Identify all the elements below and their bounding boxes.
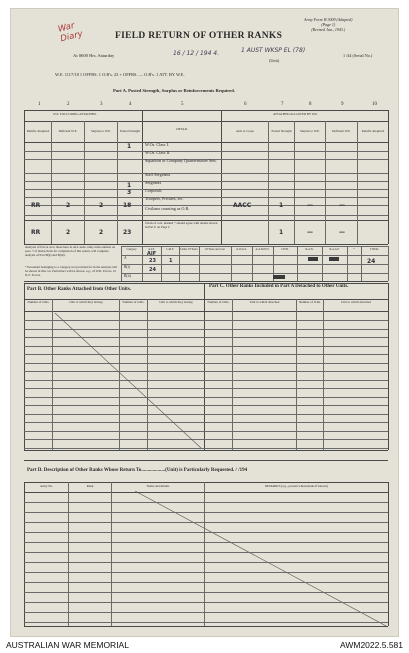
- analysis-total: 24: [367, 258, 376, 265]
- analysis-header: *: [353, 248, 355, 251]
- totals-attached-surplus: —: [307, 229, 313, 236]
- totals-deficient: 2: [66, 229, 71, 236]
- col4-corporals: 3: [127, 189, 132, 196]
- column-header: DETAIL: [176, 127, 188, 131]
- form-ref-line1: Army Form W.3009 (Adapted): [304, 17, 353, 22]
- analysis-row-label: B(i): [124, 265, 130, 269]
- unit-name: 1 AUST WKSP EL (78): [241, 47, 306, 54]
- form-ref-line3: (Revised Jan., 1943.): [311, 27, 346, 32]
- analysis-header: 18 Years and over: [204, 248, 226, 251]
- analysis-header: A.W.A.S.: [236, 248, 247, 251]
- column-header: Surplus to W.E.: [90, 129, 111, 133]
- time-line: At 0600 Hrs. Saturday: [73, 53, 115, 58]
- column-header: Surplus to W.E.: [299, 129, 320, 133]
- group-header-attached: ATTACHED ALLOWED BY W.E.: [273, 112, 319, 116]
- ruled-line: [24, 532, 388, 533]
- ruled-line: [24, 562, 388, 563]
- col7-troopers: 1: [279, 202, 284, 209]
- col4-wo1: 1: [127, 143, 132, 150]
- column-header: Arm or Corps: [236, 129, 254, 133]
- footer-accession: AWM2022.5.581: [340, 640, 403, 650]
- part-c-header: Number of O.Rs.: [207, 300, 230, 304]
- analysis-b-aif: 24: [149, 267, 156, 273]
- detail-row-label: Squadron or Company Quartermaster Sets.: [145, 158, 217, 163]
- detail-row-label: W.Os. Class II.: [145, 150, 171, 155]
- group-header-we: W.E. EXCLUDING ATTACHED.: [53, 112, 97, 116]
- row7-prefix: RR: [31, 202, 41, 209]
- ruled-line: [24, 592, 388, 593]
- col4-troopers: 18: [123, 202, 132, 209]
- ruled-line: [24, 502, 388, 503]
- detail-row-label: Corporals: [145, 188, 162, 193]
- part-b-header: Unit to which they belong: [69, 300, 103, 304]
- analysis-note: Analysis of Part A as to those here in ALL units. Only units entitled on para. 7 of instructions for completion of this return, will complete analysis of Part B(ii) and B(iii).: [25, 245, 116, 257]
- detail-row-label: Civilians counting as O.R.: [145, 206, 190, 211]
- footer-credit: AUSTRALIAN WAR MEMORIAL: [6, 640, 129, 650]
- column-header: Posted Strength: [271, 129, 292, 133]
- analysis-aif-label: AIF: [147, 251, 157, 257]
- column-number: 5: [181, 102, 184, 107]
- ruled-line: [24, 622, 388, 623]
- part-c-header: Unit to which detached: [341, 300, 371, 304]
- analysis-header: Under 18 Years: [180, 248, 198, 251]
- column-number: 3: [100, 102, 103, 107]
- analysis-header: TOTAL: [370, 248, 379, 251]
- ruled-line: [24, 612, 388, 613]
- analysis-a-aif: 23: [149, 258, 156, 264]
- analysis-row-label: B(ii): [124, 274, 131, 278]
- analysis-a-cmf: 1: [169, 258, 173, 264]
- detail-row-label: Staff Sergeants: [145, 172, 171, 177]
- part-b-title: Part B. Other Ranks Attached from Other Units.: [27, 287, 132, 292]
- column-number: 4: [129, 102, 132, 107]
- analysis-header: A.A.M.W.S.: [255, 248, 270, 251]
- row7-surplus: 2: [99, 202, 104, 209]
- analysis-header: R.A.N.: [305, 248, 314, 251]
- detail-row-label: Troopers, Privates, etc.: [145, 196, 184, 201]
- part-c-title: Part C. Other Ranks Included in Part A Detached to Other Units.: [209, 284, 349, 289]
- totals-surplus: 2: [99, 229, 104, 236]
- form-title: FIELD RETURN OF OTHER RANKS: [115, 31, 283, 41]
- part-b-header: Unit to which they belong: [159, 300, 193, 304]
- analysis-header: C.M.F.: [166, 248, 174, 251]
- column-number: 8: [309, 102, 312, 107]
- column-header: Deficient W.E.: [58, 129, 78, 133]
- analysis-row-label: A: [124, 256, 127, 260]
- ruled-line: [24, 572, 388, 573]
- part-c-header: Number of O.Rs.: [299, 300, 321, 304]
- part-d-header: Rank: [86, 484, 94, 488]
- analysis-header: Category: [126, 248, 137, 251]
- part-c-header: Unit to which detached: [249, 300, 280, 304]
- serial-number: 1 /44 (Serial No.): [343, 53, 373, 58]
- column-header: Reinfts. Required: [361, 129, 385, 133]
- form-ref-line2: (Page 1): [321, 22, 336, 27]
- ruled-line: [24, 582, 388, 583]
- part-b-header: Number of O.Rs.: [122, 300, 145, 304]
- return-date: 16 / 12 / 194 4.: [173, 50, 220, 57]
- analysis-header: A.I.F.: [148, 248, 155, 251]
- detail-row-label: W.Os. Class I.: [145, 142, 169, 147]
- col4-sergeants: 1: [127, 182, 132, 189]
- unit-label: (Unit): [269, 58, 280, 63]
- column-header: Deficient W.E.: [332, 129, 351, 133]
- column-header: Posted Strength: [119, 129, 141, 133]
- totals-attached-posted: 1: [279, 229, 284, 236]
- totals-note: Totals of cols. marked * should agree with details shown in Part E on Page 2: [145, 221, 218, 229]
- ruled-line: [24, 522, 388, 523]
- arm-corps-entry: AACC: [233, 202, 252, 209]
- analysis-footnote: * Personnel belonging to a category not provided for in the analysis will be shown in this col. Particulars will be shown, e.g., 2I W.R. Forces, 10 N.Z. Forces.: [25, 265, 118, 277]
- analysis-header: R.A.A.F.: [329, 248, 340, 251]
- part-d-title: Part D. Description of Other Ranks Whose Return To...................(Unit) is Particularly Requested. / /194: [27, 468, 248, 473]
- totals-posted: 23: [123, 229, 132, 236]
- column-number: 2: [67, 102, 70, 107]
- column-number: 1: [38, 102, 41, 107]
- column-header: Reinfts. Required: [26, 129, 50, 133]
- war-diary-annotation: War Diary: [57, 20, 84, 45]
- part-d-header: Army No.: [40, 484, 53, 488]
- part-a-title: Part A. Posted Strength, Surplus or Reinforcements Required.: [113, 88, 235, 93]
- part-d-header: REMARKS (e.g., present whereabouts if known): [265, 484, 328, 488]
- form-sheet: [11, 9, 398, 636]
- ruled-line: [24, 552, 388, 553]
- totals-prefix: RR: [31, 229, 41, 236]
- column-number: 9: [341, 102, 344, 107]
- column-number: 6: [244, 102, 247, 107]
- ruled-line: [24, 512, 388, 513]
- column-number: 10: [372, 102, 377, 107]
- ruled-line: [24, 542, 388, 543]
- analysis-header: CIVIL: [281, 248, 289, 251]
- col9-troopers: —: [339, 202, 345, 209]
- column-number: 7: [281, 102, 284, 107]
- row7-deficient: 2: [66, 202, 71, 209]
- col8-troopers: —: [307, 202, 313, 209]
- we-line: W.E. 1117/18 1 OFFRS. 1 O.R's. 23 + OFFRS. — O.R's. 1 ATT. BY W.E.: [55, 72, 185, 77]
- detail-row-label: Sergeants: [145, 180, 162, 185]
- ruled-line: [24, 602, 388, 603]
- part-d-header: Name and Initials: [146, 484, 170, 488]
- totals-attached-deficient: —: [339, 229, 345, 236]
- part-b-header: Number of O.Rs.: [27, 300, 50, 304]
